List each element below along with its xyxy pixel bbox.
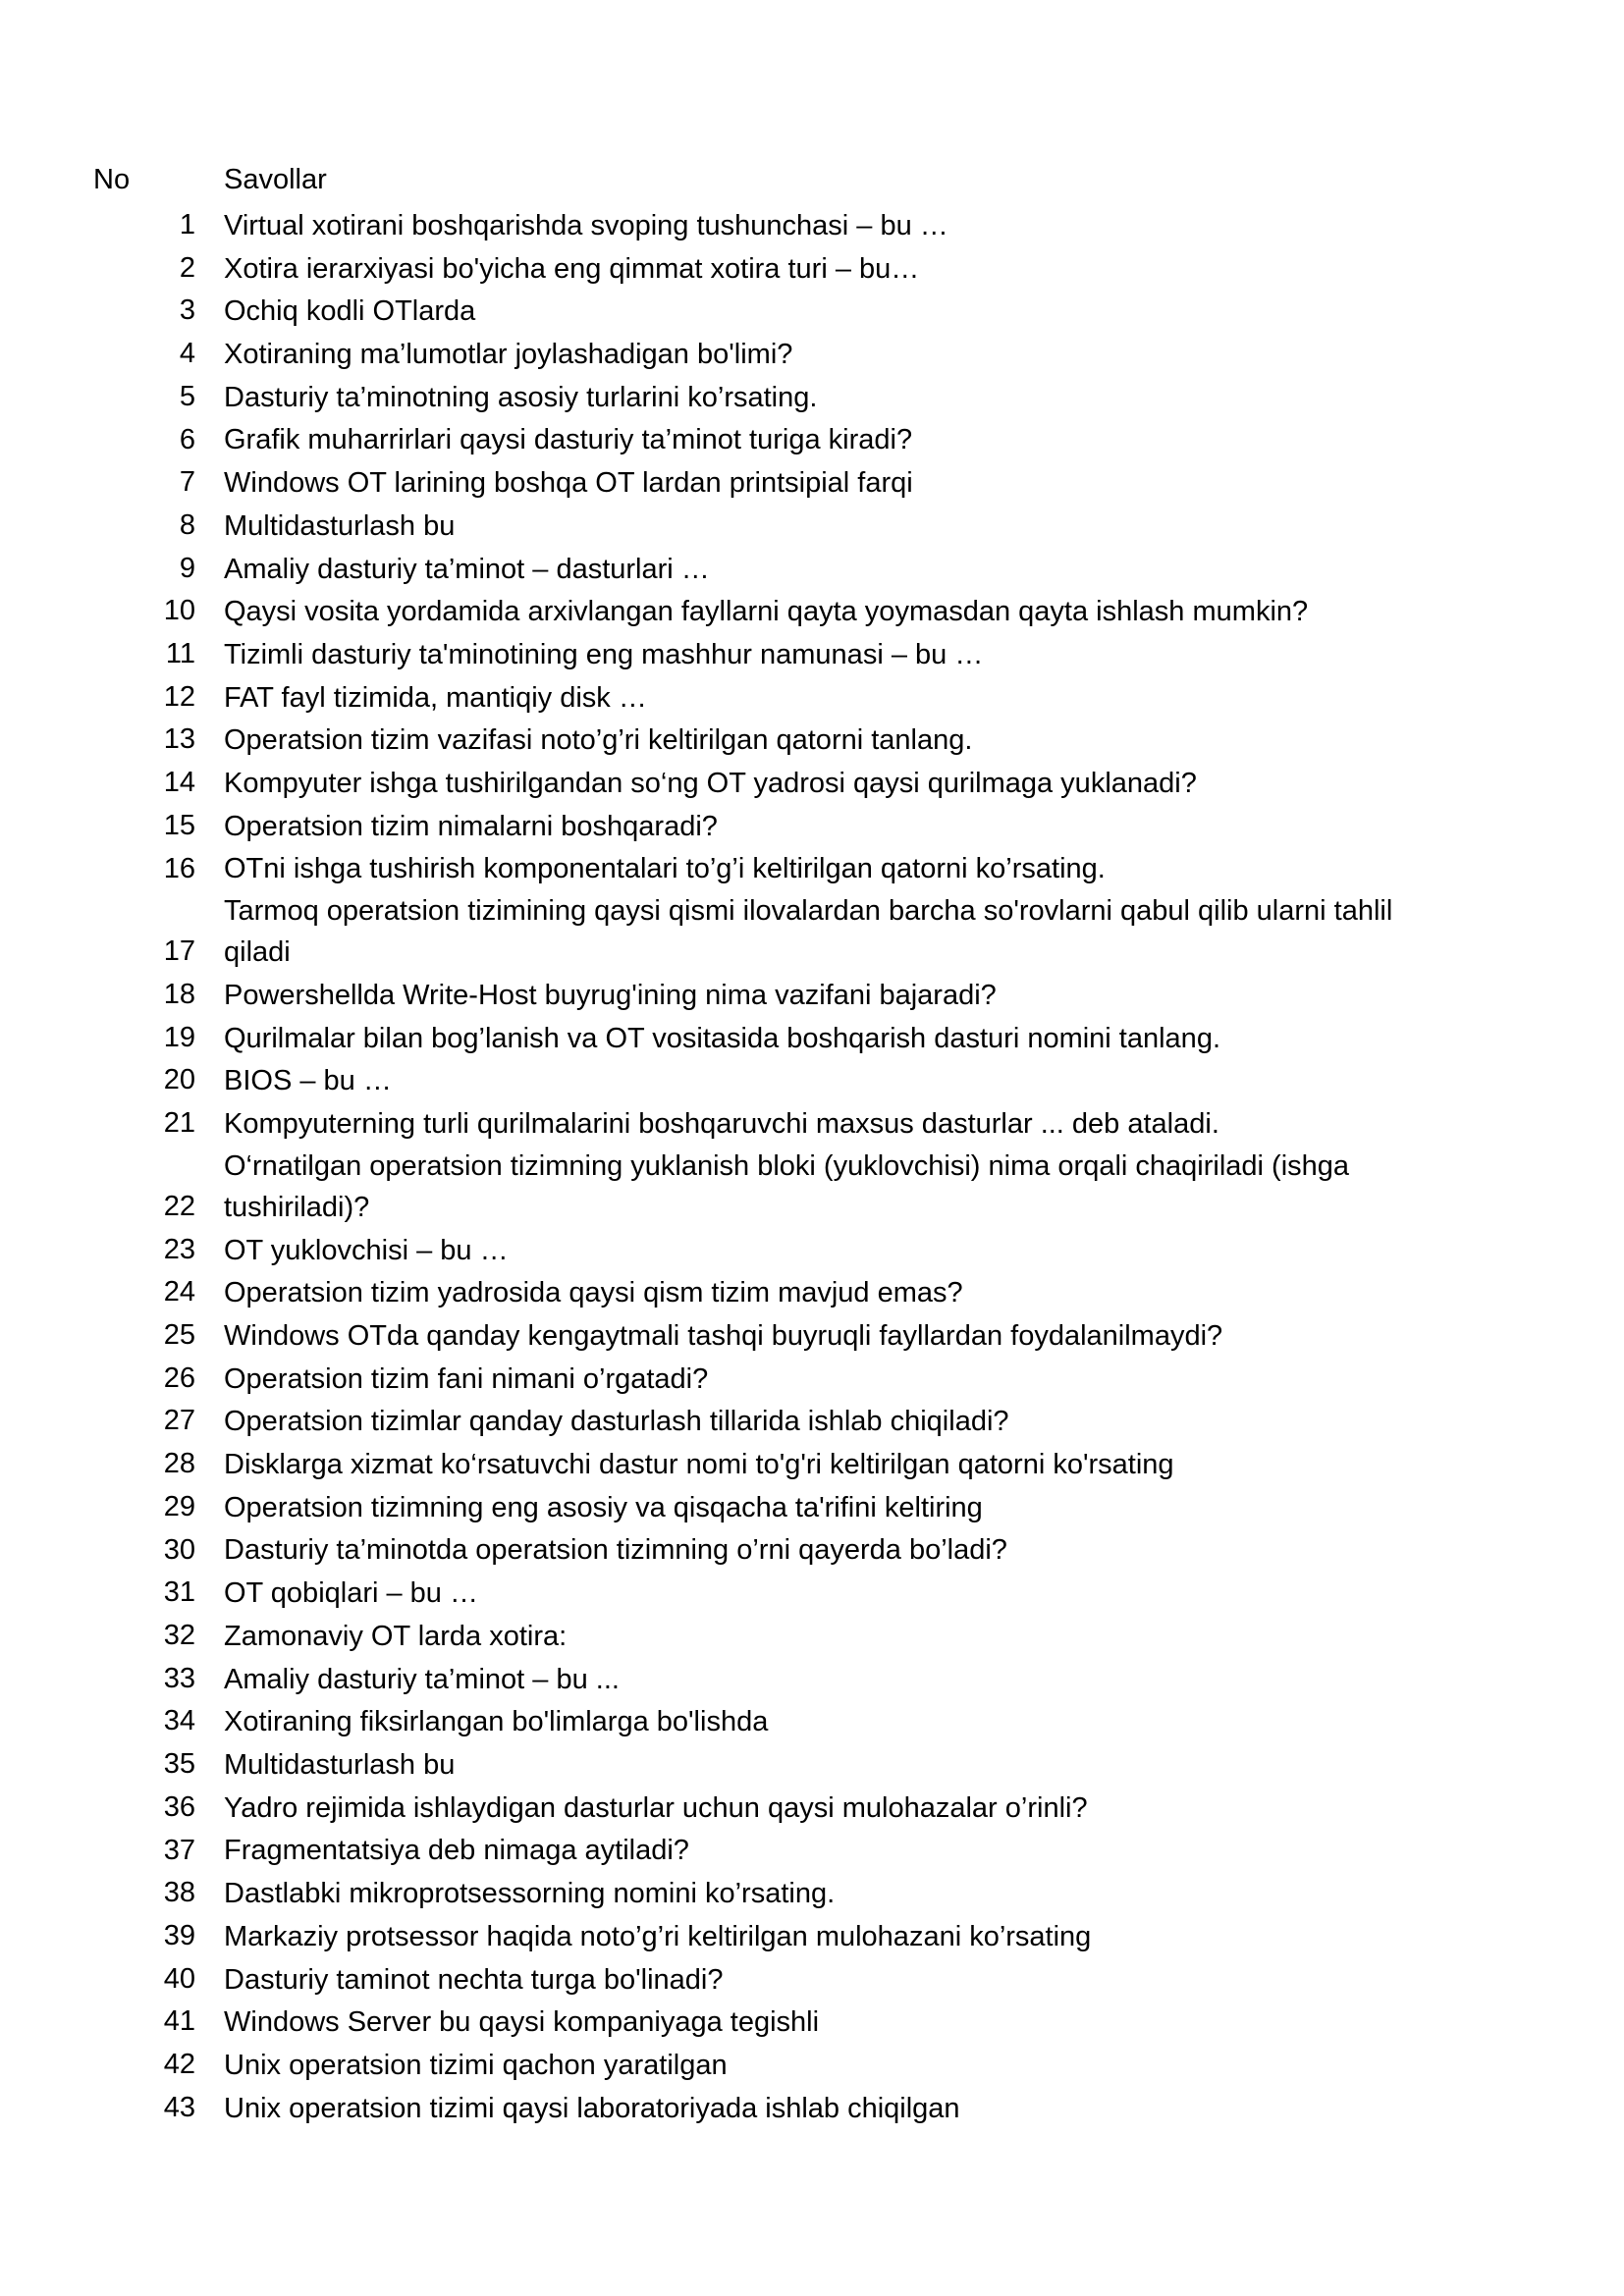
question-text: Fragmentatsiya deb nimaga aytiladi?: [224, 1835, 689, 1867]
question-text: Windows OTda qanday kengaytmali tashqi buyruqli fayllardan foydalanilmaydi?: [224, 1319, 1223, 1352]
question-row: [0, 676, 1624, 720]
question-number: 16: [163, 852, 195, 884]
column-header-questions: Savollar: [224, 164, 327, 195]
question-row: [0, 1872, 1624, 1915]
question-row: [0, 290, 1624, 333]
question-text: Tarmoq operatsion tizimining qaysi qismi ilovalardan barcha so'rovlarni qabul qilib ularni tahlil qiladi: [224, 895, 1393, 969]
question-row: [0, 1059, 1624, 1102]
question-row: [0, 805, 1624, 848]
question-row: [0, 1229, 1624, 1272]
question-number: 41: [163, 2005, 195, 2038]
question-row: [0, 1358, 1624, 1401]
question-row: [0, 590, 1624, 633]
question-text: Windows Server bu qaysi kompaniyaga tegishli: [224, 2006, 820, 2039]
question-number: 4: [179, 338, 195, 370]
question-row: [0, 1443, 1624, 1486]
question-row: [0, 2001, 1624, 2044]
question-text: Kompyuter ishga tushirilgandan so‘ng OT yadrosi qaysi qurilmaga yuklanadi?: [224, 768, 1197, 800]
question-text: Operatsion tizimning eng asosiy va qisqacha ta'rifini keltiring: [224, 1491, 983, 1523]
question-text: Multidasturlash bu: [224, 1749, 456, 1781]
question-number: 15: [163, 809, 195, 841]
question-text: Operatsion tizim yadrosida qaysi qism tizim mavjud emas?: [224, 1277, 963, 1309]
question-row: [0, 1743, 1624, 1787]
question-row: [0, 548, 1624, 591]
question-number: 17: [163, 935, 195, 968]
question-text: O‘rnatilgan operatsion tizimning yuklanish bloki (yuklovchisi) nima orqali chaqiriladi (ishga tushiriladi)?: [224, 1149, 1350, 1223]
question-text: Qaysi vosita yordamida arxivlangan fayllarni qayta yoymasdan qayta ishlash mumkin?: [224, 596, 1309, 628]
question-row: [0, 1529, 1624, 1573]
question-number: 31: [163, 1576, 195, 1609]
question-number: 9: [179, 552, 195, 584]
question-row: [0, 1830, 1624, 1873]
question-row: [0, 1915, 1624, 1958]
question-number: 25: [163, 1319, 195, 1352]
question-number: 11: [165, 638, 195, 670]
question-row: [0, 461, 1624, 505]
question-number: 34: [163, 1705, 195, 1737]
question-text: Windows OT larining boshqa OT lardan printsipial farqi: [224, 467, 913, 500]
question-text: Ochiq kodli OTlarda: [224, 295, 476, 328]
question-text: Amaliy dasturiy ta’minot – dasturlari …: [224, 553, 710, 585]
question-row: [0, 719, 1624, 762]
question-text: Xotiraning fiksirlangan bo'limlarga bo'lishda: [224, 1706, 769, 1738]
question-row: [0, 1146, 1624, 1229]
question-row: [0, 204, 1624, 247]
question-row: [0, 890, 1624, 974]
question-text: Grafik muharrirlari qaysi dasturiy ta’minot turiga kiradi?: [224, 424, 913, 456]
question-number: 8: [179, 508, 195, 541]
question-row: [0, 633, 1624, 676]
question-number: 13: [163, 723, 195, 756]
question-number: 26: [163, 1362, 195, 1394]
question-number: 24: [163, 1276, 195, 1308]
question-text: OTni ishga tushirish komponentalari to’g’i keltirilgan qatorni ko’rsating.: [224, 853, 1106, 885]
question-number: 42: [163, 2049, 195, 2081]
question-number: 2: [179, 251, 195, 284]
question-text: Kompyuterning turli qurilmalarini boshqaruvchi maxsus dasturlar ... deb ataladi.: [224, 1108, 1219, 1141]
question-row: [0, 1658, 1624, 1701]
question-text: Dasturiy taminot nechta turga bo'linadi?: [224, 1963, 724, 1996]
question-row: [0, 1700, 1624, 1743]
question-text: Yadro rejimida ishlaydigan dasturlar uchun qaysi mulohazalar o’rinli?: [224, 1791, 1088, 1824]
question-text: Unix operatsion tizimi qaysi laboratoriyada ishlab chiqilgan: [224, 2092, 960, 2124]
question-row: [0, 1314, 1624, 1358]
question-number: 14: [163, 767, 195, 799]
question-number: 10: [163, 595, 195, 627]
question-number: 21: [163, 1107, 195, 1140]
question-text: BIOS – bu …: [224, 1065, 392, 1097]
question-text: Operatsion tizim nimalarni boshqaradi?: [224, 810, 718, 842]
question-row: [0, 1102, 1624, 1146]
question-number: 40: [163, 1962, 195, 1995]
question-number: 39: [163, 1919, 195, 1951]
question-text: Multidasturlash bu: [224, 509, 456, 542]
question-row: [0, 1958, 1624, 2002]
question-text: Qurilmalar bilan bog’lanish va OT vositasida boshqarish dasturi nomini tanlang.: [224, 1022, 1220, 1054]
question-list: [0, 204, 1624, 2129]
question-number: 18: [163, 979, 195, 1011]
question-text: Operatsion tizim vazifasi noto’g’ri keltirilgan qatorni tanlang.: [224, 724, 973, 757]
question-text: Markaziy protsessor haqida noto’g’ri keltirilgan mulohazani ko’rsating: [224, 1920, 1092, 1952]
question-row: [0, 1400, 1624, 1443]
question-row: [0, 505, 1624, 548]
question-text: Operatsion tizimlar qanday dasturlash tillarida ishlab chiqiladi?: [224, 1406, 1009, 1438]
question-row: [0, 1787, 1624, 1830]
question-text: Zamonaviy OT larda xotira:: [224, 1620, 568, 1652]
question-number: 7: [179, 466, 195, 499]
question-number: 38: [163, 1877, 195, 1909]
question-text: Virtual xotirani boshqarishda svoping tushunchasi – bu …: [224, 209, 948, 241]
question-text: OT qobiqlari – bu …: [224, 1577, 478, 1610]
question-number: 3: [179, 294, 195, 327]
question-number: 12: [163, 680, 195, 713]
question-number: 6: [179, 423, 195, 455]
question-text: Xotiraning ma’lumotlar joylashadigan bo'limi?: [224, 339, 793, 371]
question-row: [0, 2044, 1624, 2087]
question-number: 29: [163, 1490, 195, 1522]
question-number: 32: [163, 1619, 195, 1651]
question-text: Xotira ierarxiyasi bo'yicha eng qimmat xotira turi – bu…: [224, 252, 920, 285]
question-number: 1: [179, 209, 195, 240]
question-text: Powershellda Write-Host buyrug'ining nima vazifani bajaradi?: [224, 979, 997, 1011]
question-number: 28: [163, 1448, 195, 1480]
question-text: Operatsion tizim fani nimani o’rgatadi?: [224, 1362, 709, 1395]
question-text: Amaliy dasturiy ta’minot – bu ...: [224, 1663, 620, 1695]
question-number: 30: [163, 1533, 195, 1566]
question-number: 19: [163, 1021, 195, 1053]
question-row: [0, 247, 1624, 291]
question-text: Unix operatsion tizimi qachon yaratilgan: [224, 2049, 728, 2081]
question-row: [0, 419, 1624, 462]
question-number: 23: [163, 1233, 195, 1265]
question-row: [0, 848, 1624, 891]
question-text: Dasturiy ta’minotning asosiy turlarini ko’rsating.: [224, 381, 818, 413]
question-number: 36: [163, 1790, 195, 1823]
question-number: 5: [179, 380, 195, 412]
question-row: [0, 1017, 1624, 1060]
question-number: 37: [163, 1834, 195, 1866]
question-row: [0, 1486, 1624, 1529]
question-row: [0, 1572, 1624, 1615]
question-number: 27: [163, 1405, 195, 1437]
question-number: 20: [163, 1064, 195, 1096]
question-row: [0, 1271, 1624, 1314]
question-row: [0, 1615, 1624, 1658]
question-text: Dasturiy ta’minotda operatsion tizimning o’rni qayerda bo’ladi?: [224, 1534, 1007, 1567]
question-text: Dastlabki mikroprotsessorning nomini ko’rsating.: [224, 1878, 836, 1910]
question-row: [0, 333, 1624, 376]
question-row: [0, 2087, 1624, 2130]
question-text: Tizimli dasturiy ta'minotining eng mashhur namunasi – bu …: [224, 638, 984, 670]
question-row: [0, 974, 1624, 1017]
question-text: FAT fayl tizimida, mantiqiy disk …: [224, 681, 647, 714]
question-row: [0, 762, 1624, 805]
question-number: 33: [163, 1662, 195, 1694]
column-header-number: No: [93, 164, 131, 195]
question-text: OT yuklovchisi – bu …: [224, 1234, 509, 1266]
question-number: 43: [163, 2091, 195, 2123]
question-number: 22: [163, 1190, 195, 1222]
question-row: [0, 376, 1624, 419]
question-text: Disklarga xizmat ko‘rsatuvchi dastur nomi to'g'ri keltirilgan qatorni ko'rsating: [224, 1449, 1174, 1481]
question-number: 35: [163, 1748, 195, 1781]
